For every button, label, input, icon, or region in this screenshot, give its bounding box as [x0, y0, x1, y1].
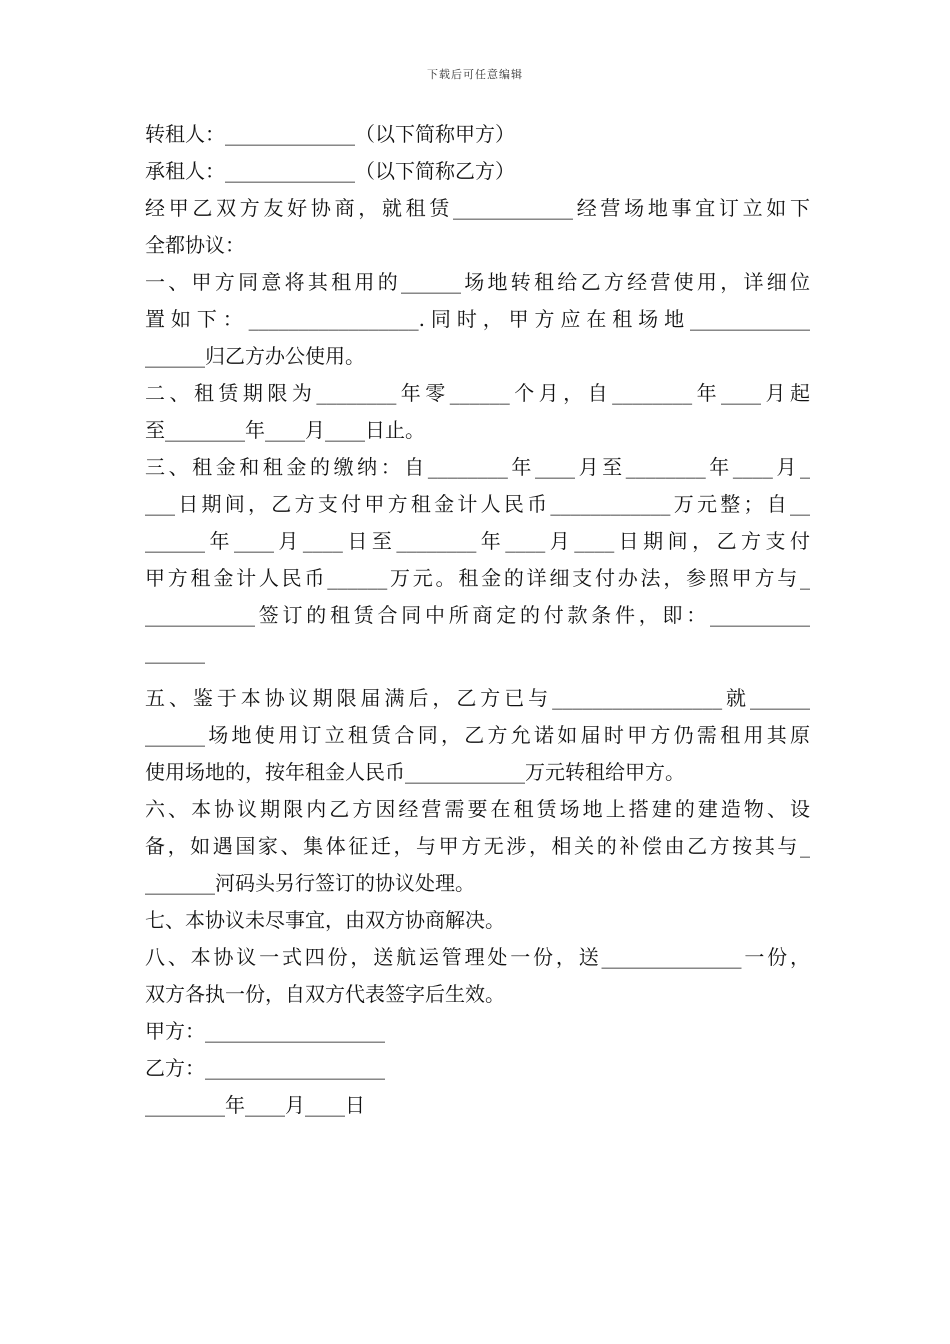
clause-8-line: 八、本协议一式四份，送航运管理处一份，送______________一份，: [145, 945, 810, 969]
clause-1-line: 置如下：_________________.同时，甲方应在租场地____________: [145, 307, 810, 331]
preamble-line: 全都协议：: [145, 233, 245, 257]
clause-2-line: 二、租赁期限为________年零______个月，自________年____月起: [145, 381, 810, 405]
clause-7-line: 七、本协议未尽事宜，由双方协商解决。: [145, 908, 505, 932]
clause-2-line: 至________年____月____日止。: [145, 418, 425, 442]
clause-5-line: ______场地使用订立租赁合同，乙方允诺如届时甲方仍需租用其原: [145, 723, 810, 747]
party-b-signature-line: 乙方：__________________: [145, 1056, 385, 1080]
sublessor-line: 转租人：_____________（以下简称甲方）: [145, 122, 515, 146]
clause-6-line: 六、本协议期限内乙方因经营需要在租赁场地上搭建的建造物、设: [145, 797, 810, 821]
clause-6-line: _______河码头另行签订的协议处理。: [145, 871, 475, 895]
clause-3-line: ______年____月____日至________年____月____日期间，乙方支付: [145, 529, 810, 553]
clause-1-line: ______归乙方办公使用。: [145, 344, 365, 368]
clause-3-line: ___日期间，乙方支付甲方租金计人民币____________万元整；自__: [145, 492, 810, 516]
clause-3-line: 甲方租金计人民币______万元。租金的详细支付办法，参照甲方与_: [145, 566, 810, 590]
clause-3-line: ______: [145, 640, 205, 664]
clause-3-line: 三、租金和租金的缴纳：自________年____月至________年____月_: [145, 455, 810, 479]
preamble-line: 经甲乙双方友好协商，就租赁____________经营场地事宜订立如下: [145, 196, 810, 220]
clause-8-line: 双方各执一份，自双方代表签字后生效。: [145, 982, 505, 1006]
page-header: 下载后可任意编辑: [427, 68, 523, 81]
clause-3-line: ___________签订的租赁合同中所商定的付款条件，即：__________: [145, 603, 810, 627]
clause-1-line: 一、甲方同意将其租用的______场地转租给乙方经营使用，详细位: [145, 270, 810, 294]
contract-body: [145, 116, 810, 1124]
clause-5-line: 使用场地的，按年租金人民币____________万元转租给甲方。: [145, 760, 685, 784]
signing-date-line: ________年____月____日: [145, 1093, 365, 1117]
clause-6-line: 备，如遇国家、集体征迁，与甲方无涉，相关的补偿由乙方按其与_: [145, 834, 810, 858]
paragraph-gap: [145, 671, 810, 680]
sublessee-line: 承租人：_____________（以下简称乙方）: [145, 159, 515, 183]
clause-5-line: 五、鉴于本协议期限届满后，乙方已与_________________就______: [145, 686, 810, 710]
party-a-signature-line: 甲方：__________________: [145, 1019, 385, 1043]
